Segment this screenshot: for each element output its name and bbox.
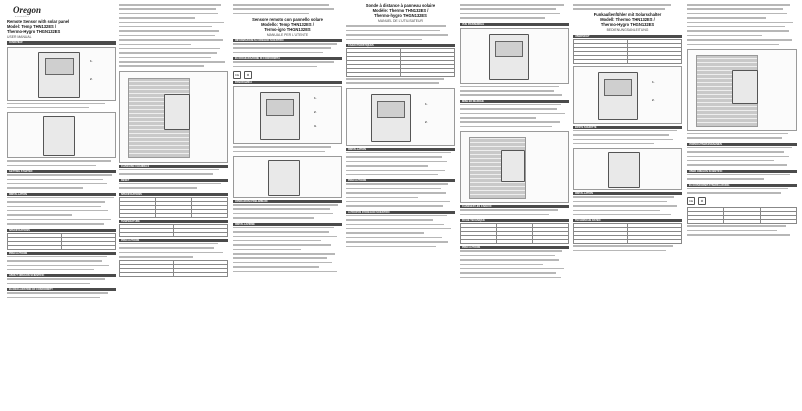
temperature-table	[119, 224, 228, 237]
sensor-front-illustration	[233, 86, 342, 144]
section-heading: PANORAMICA	[233, 81, 342, 84]
wall-mount-illustration	[687, 49, 797, 131]
section-heading: FICHE TECHNIQUE	[460, 219, 569, 222]
section-heading: PRÉCAUTIONS	[460, 246, 569, 249]
brand-logo: Oregon	[13, 5, 42, 15]
callout-label: 1.	[314, 96, 317, 101]
column-french	[346, 3, 455, 409]
ce-mark-icon: CE	[234, 73, 240, 78]
sensor-front-illustration	[7, 47, 116, 101]
manual-subtitle: MANUEL DE L'UTILISATEUR	[378, 19, 423, 23]
recycle-bin-icon: ♻	[698, 197, 706, 205]
wall-mount-illustration	[119, 71, 228, 163]
manual-title-line: Modèle: Thermo THN132ES /	[372, 8, 429, 13]
section-heading: VORSICHTSMASSNAHMEN	[687, 143, 797, 146]
column-italian	[233, 3, 342, 409]
section-heading: EU-KONFORMITÄTSERKLÄRUNG	[687, 184, 797, 187]
callout-label: 2.	[652, 97, 655, 102]
wall-mount-illustration	[460, 131, 569, 203]
spec-table	[119, 197, 228, 218]
section-heading: EU-DECLARATION OF CONFORMITY	[7, 288, 116, 291]
sensor-back-illustration	[7, 112, 116, 158]
sensor-front-illustration	[460, 28, 569, 84]
sensor-on-wall	[164, 94, 190, 130]
section-heading: RESET	[119, 179, 228, 182]
features-table	[573, 39, 682, 64]
manual-subtitle: USER MANUAL	[7, 35, 32, 39]
section-heading: EU-DICHIARAZIONE DI CONFORMITÀ	[233, 57, 342, 60]
sensor-device-back	[608, 152, 640, 188]
section-heading: TEMPERATURE	[119, 220, 228, 223]
section-heading: PRECAUTIONS	[119, 239, 228, 242]
section-heading: OVERVIEW	[7, 41, 116, 44]
sensor-device-back	[268, 160, 300, 196]
callout-label: 3.	[314, 124, 317, 129]
sensor-back-illustration	[573, 148, 682, 190]
sensor-on-wall	[501, 150, 525, 182]
callout-label: 2.	[425, 119, 428, 124]
recycle-bin-icon: ♻	[244, 71, 252, 79]
section-heading: SPECIFICATIONS	[119, 193, 228, 196]
spec-table	[573, 223, 682, 244]
section-heading: CHANGING CHANNELS	[119, 165, 228, 168]
section-heading: ERSTE SCHRITTE	[573, 126, 682, 129]
manual-title-line: Model: Temp THN132ES /	[7, 24, 57, 29]
section-heading: ABOUT OREGON SCIENTIFIC	[7, 274, 116, 277]
sensor-front-illustration	[573, 66, 682, 124]
column-french-continued	[460, 3, 569, 409]
certification-icons	[687, 197, 797, 205]
manual-title-line: Thermo-Hygro THGN132ES	[600, 22, 655, 28]
manual-title-line: Thermo-Hygro THGN132ES	[7, 29, 61, 34]
section-heading: MISE EN MARCHE	[460, 100, 569, 103]
section-heading: PRECAUTIONS	[7, 252, 116, 255]
section-heading: GETTING STARTED	[7, 170, 116, 173]
section-heading: SPECIFICATIONS	[7, 229, 116, 232]
brand-tagline: scientific	[15, 16, 30, 18]
manual-title-line: Sonde à distance à panneau solaire	[365, 3, 436, 8]
manual-title-line: Thermo-hygro THGN132ES	[374, 13, 427, 18]
column-german	[573, 3, 682, 409]
section-heading: INSTALLATION	[7, 193, 116, 196]
sensor-device	[371, 94, 411, 142]
spec-table	[7, 233, 116, 250]
callout-label: 1.	[425, 101, 428, 106]
sensor-front-illustration	[346, 88, 455, 146]
section-heading: VUE D'ENSEMBLE	[460, 23, 569, 26]
sensor-on-wall	[732, 70, 758, 104]
manual-title-line: Modell: Thermo THN132ES /	[600, 17, 655, 23]
manual-title-line: Funkaußenfühler mit Solarschalter	[593, 12, 662, 18]
features-table	[346, 48, 455, 77]
manual-title-line: Remote Sensor with solar panel	[7, 19, 70, 24]
certification-icons	[233, 71, 342, 79]
manual-title-line: Sensore remoto con pannello solare	[252, 16, 323, 22]
column-english	[7, 3, 116, 409]
sensor-device	[489, 34, 529, 80]
section-heading: INFORMAZIONI SU OREGON SCIENTIFIC	[233, 39, 342, 42]
section-heading: TECHNISCHE DATEN	[573, 219, 682, 222]
section-heading: À PROPOS D'OREGON SCIENTIFIC	[346, 211, 455, 214]
country-table	[687, 207, 797, 224]
callout-label: 2.	[90, 76, 93, 81]
section-heading: ÜBER OREGON SCIENTIFIC	[687, 170, 797, 173]
callout-label: 1.	[90, 58, 93, 63]
spec-table	[460, 223, 569, 244]
section-heading: INSTALLATION	[346, 148, 455, 151]
sensor-back-illustration	[233, 156, 342, 198]
section-heading: PRÉCAUTIONS	[346, 179, 455, 182]
section-heading: INSTALLATION	[573, 192, 682, 195]
sensor-device-back	[43, 116, 75, 156]
column-english-continued	[119, 3, 228, 409]
sensor-device	[38, 52, 80, 98]
section-heading: CARACTÉRISTIQUES	[346, 44, 455, 47]
callout-label: 2.	[314, 110, 317, 115]
channel-table	[119, 260, 228, 277]
section-heading: ÜBERSICHT	[573, 35, 682, 38]
column-german-continued	[687, 3, 797, 409]
section-heading: INSTALLAZIONE	[233, 223, 342, 226]
manual-subtitle: MANUALE PER L'UTENTE	[266, 32, 309, 37]
callout-label: 1.	[652, 79, 655, 84]
section-heading: CHANGER LES CANAUX	[460, 205, 569, 208]
manual-title-line: Termo-igro THGN132ES	[264, 26, 311, 32]
ce-mark-icon: CE	[688, 199, 694, 204]
sensor-device	[598, 72, 638, 120]
manual-subtitle: BEDIENUNGSANLEITUNG	[606, 28, 649, 33]
sensor-device	[260, 92, 300, 140]
section-heading: OPERAZIONI PRELIMINARI	[233, 200, 342, 203]
manual-title-line: Modello: Temp THN132ES /	[261, 21, 314, 27]
